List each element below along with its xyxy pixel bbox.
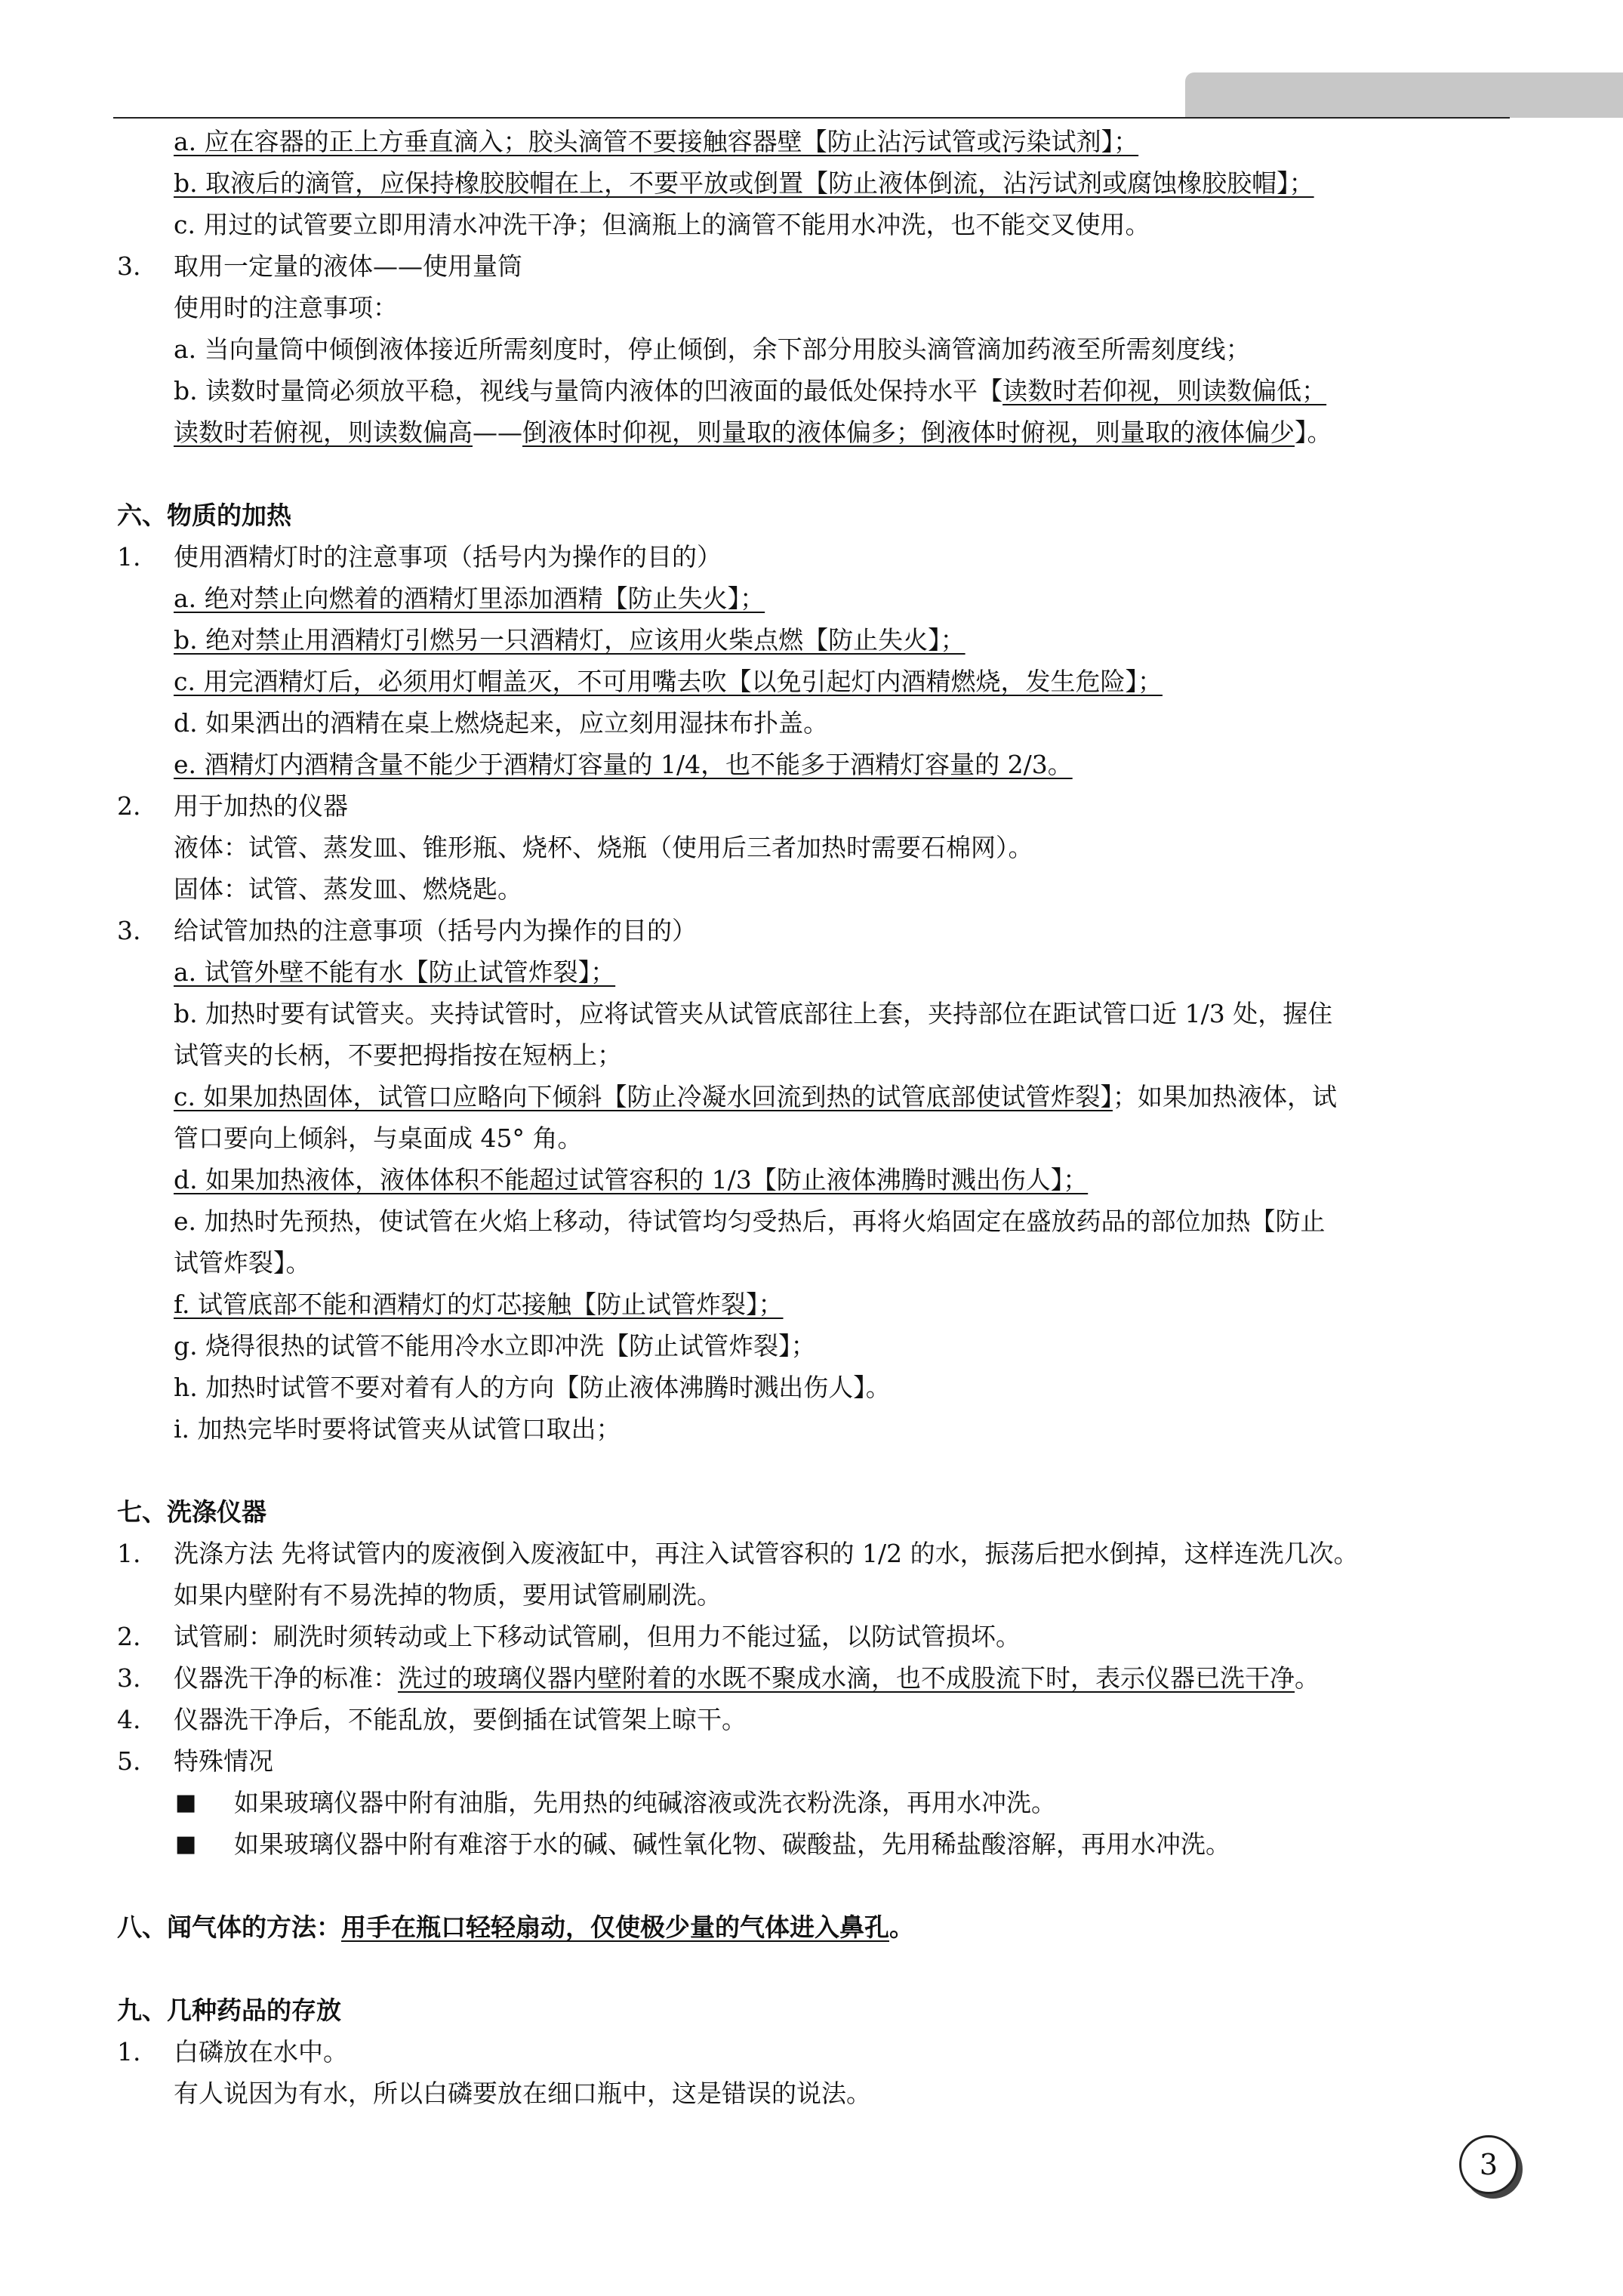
item-title: 使用酒精灯时的注意事项（括号内为操作的目的） <box>174 542 722 572</box>
item-number: 1. <box>117 1539 141 1568</box>
text-line: 使用时的注意事项： <box>174 293 398 322</box>
text-line: 仪器洗干净的标准：洗过的玻璃仪器内壁附着的水既不聚成水滴，也不成股流下时，表示仪器已洗干净。 <box>174 1663 1320 1693</box>
text-line: 白磷放在水中。 <box>174 2037 348 2066</box>
item-number: 1. <box>117 2037 141 2066</box>
text-line: 试管夹的长柄，不要把拇指按在短柄上； <box>174 1040 622 1070</box>
text-line: a. 应在容器的正上方垂直滴入；胶头滴管不要接触容器壁【防止沾污试管或污染试剂】； <box>174 127 1139 156</box>
text-line: 读数时若俯视，则读数偏高——倒液体时仰视，则量取的液体偏多；倒液体时俯视，则量取的液体偏少】。 <box>174 418 1332 447</box>
text-line: d. 如果洒出的酒精在桌上燃烧起来，应立刻用湿抹布扑盖。 <box>174 708 829 738</box>
header-tab <box>1185 72 1623 118</box>
text-line: f. 试管底部不能和酒精灯的灯芯接触【防止试管炸裂】； <box>174 1290 784 1319</box>
text-line: a. 试管外壁不能有水【防止试管炸裂】； <box>174 957 616 987</box>
text-line: g. 烧得很热的试管不能用冷水立即冲洗【防止试管炸裂】； <box>174 1331 816 1361</box>
text-line: i. 加热完毕时要将试管夹从试管口取出； <box>174 1414 621 1444</box>
item-number: 1. <box>117 542 141 572</box>
text-line: 如果玻璃仪器中附有难溶于水的碱、碱性氧化物、碳酸盐，先用稀盐酸溶解，再用水冲洗。 <box>234 1829 1230 1859</box>
text-line: 洗涤方法 先将试管内的废液倒入废液缸中，再注入试管容积的 1/2 的水，振荡后把水倒掉，这样连洗几次。 <box>174 1539 1359 1568</box>
item-title: 取用一定量的液体——使用量筒 <box>174 251 522 281</box>
page-content <box>0 121 1623 2114</box>
text-line: c. 如果加热固体，试管口应略向下倾斜【防止冷凝水回流到热的试管底部使试管炸裂】；如果加热液体，试 <box>174 1082 1337 1111</box>
item-number: 4. <box>117 1705 141 1734</box>
section-heading: 七、洗涤仪器 <box>117 1497 266 1527</box>
section-heading: 六、物质的加热 <box>117 501 291 530</box>
text-line: e. 酒精灯内酒精含量不能少于酒精灯容量的 1/4，也不能多于酒精灯容量的 2/3。 <box>174 750 1073 779</box>
square-bullet-icon: ■ <box>175 1789 197 1816</box>
text-line: 试管炸裂】。 <box>174 1248 311 1277</box>
text-line: h. 加热时试管不要对着有人的方向【防止液体沸腾时溅出伤人】。 <box>174 1373 891 1402</box>
text-line: b. 加热时要有试管夹。夹持试管时，应将试管夹从试管底部往上套，夹持部位在距试管口近 1/3 处，握住 <box>174 999 1333 1028</box>
item-number: 3. <box>117 1663 141 1693</box>
item-number: 5. <box>117 1746 141 1776</box>
page-number: 3 <box>1459 2135 1518 2194</box>
item-number: 3. <box>117 916 141 945</box>
item-number: 2. <box>117 791 141 821</box>
text-line: 有人说因为有水，所以白磷要放在细口瓶中，这是错误的说法。 <box>174 2079 871 2108</box>
section-heading: 八、闻气体的方法：用手在瓶口轻轻扇动，仅使极少量的气体进入鼻孔。 <box>117 1912 914 1942</box>
item-title: 特殊情况 <box>174 1746 273 1776</box>
text-line: d. 如果加热液体，液体体积不能超过试管容积的 1/3【防止液体沸腾时溅出伤人】； <box>174 1165 1089 1194</box>
text-line: b. 读数时量筒必须放平稳，视线与量筒内液体的凹液面的最低处保持水平【读数时若仰视，则读数偏低； <box>174 376 1327 405</box>
item-title: 给试管加热的注意事项（括号内为操作的目的） <box>174 916 697 945</box>
header-rule <box>113 117 1510 119</box>
text-line: c. 用完酒精灯后，必须用灯帽盖灭，不可用嘴去吹【以免引起灯内酒精燃烧，发生危险】； <box>174 667 1163 696</box>
text-line: a. 绝对禁止向燃着的酒精灯里添加酒精【防止失火】； <box>174 584 765 613</box>
square-bullet-icon: ■ <box>175 1831 197 1857</box>
item-title: 用于加热的仪器 <box>174 791 348 821</box>
text-line: 管口要向上倾斜，与桌面成 45° 角。 <box>174 1123 583 1153</box>
text-line: e. 加热时先预热，使试管在火焰上移动，待试管均匀受热后，再将火焰固定在盛放药品的部位加热【防止 <box>174 1207 1326 1236</box>
text-line: 固体：试管、蒸发皿、燃烧匙。 <box>174 874 522 904</box>
text-line: b. 绝对禁止用酒精灯引燃另一只酒精灯，应该用火柴点燃【防止失火】； <box>174 625 965 655</box>
text-line: 仪器洗干净后，不能乱放，要倒插在试管架上晾干。 <box>174 1705 747 1734</box>
text-line: c. 用过的试管要立即用清水冲洗干净；但滴瓶上的滴管不能用水冲洗，也不能交叉使用。 <box>174 210 1150 239</box>
section-heading: 九、几种药品的存放 <box>117 1996 341 2025</box>
item-number: 3. <box>117 251 141 281</box>
text-line: 如果玻璃仪器中附有油脂，先用热的纯碱溶液或洗衣粉洗涤，再用水冲洗。 <box>234 1788 1056 1817</box>
text-line: 如果内壁附有不易洗掉的物质，要用试管刷刷洗。 <box>174 1580 722 1610</box>
text-line: b. 取液后的滴管，应保持橡胶胶帽在上，不要平放或倒置【防止液体倒流，沾污试剂或腐蚀橡胶胶帽】； <box>174 168 1314 198</box>
text-line: a. 当向量筒中倾倒液体接近所需刻度时，停止倾倒，余下部分用胶头滴管滴加药液至所需刻度线； <box>174 334 1251 364</box>
text-line: 试管刷：刷洗时须转动或上下移动试管刷，但用力不能过猛，以防试管损坏。 <box>174 1622 1021 1651</box>
item-number: 2. <box>117 1622 141 1651</box>
text-line: 液体：试管、蒸发皿、锥形瓶、烧杯、烧瓶（使用后三者加热时需要石棉网）。 <box>174 833 1033 862</box>
